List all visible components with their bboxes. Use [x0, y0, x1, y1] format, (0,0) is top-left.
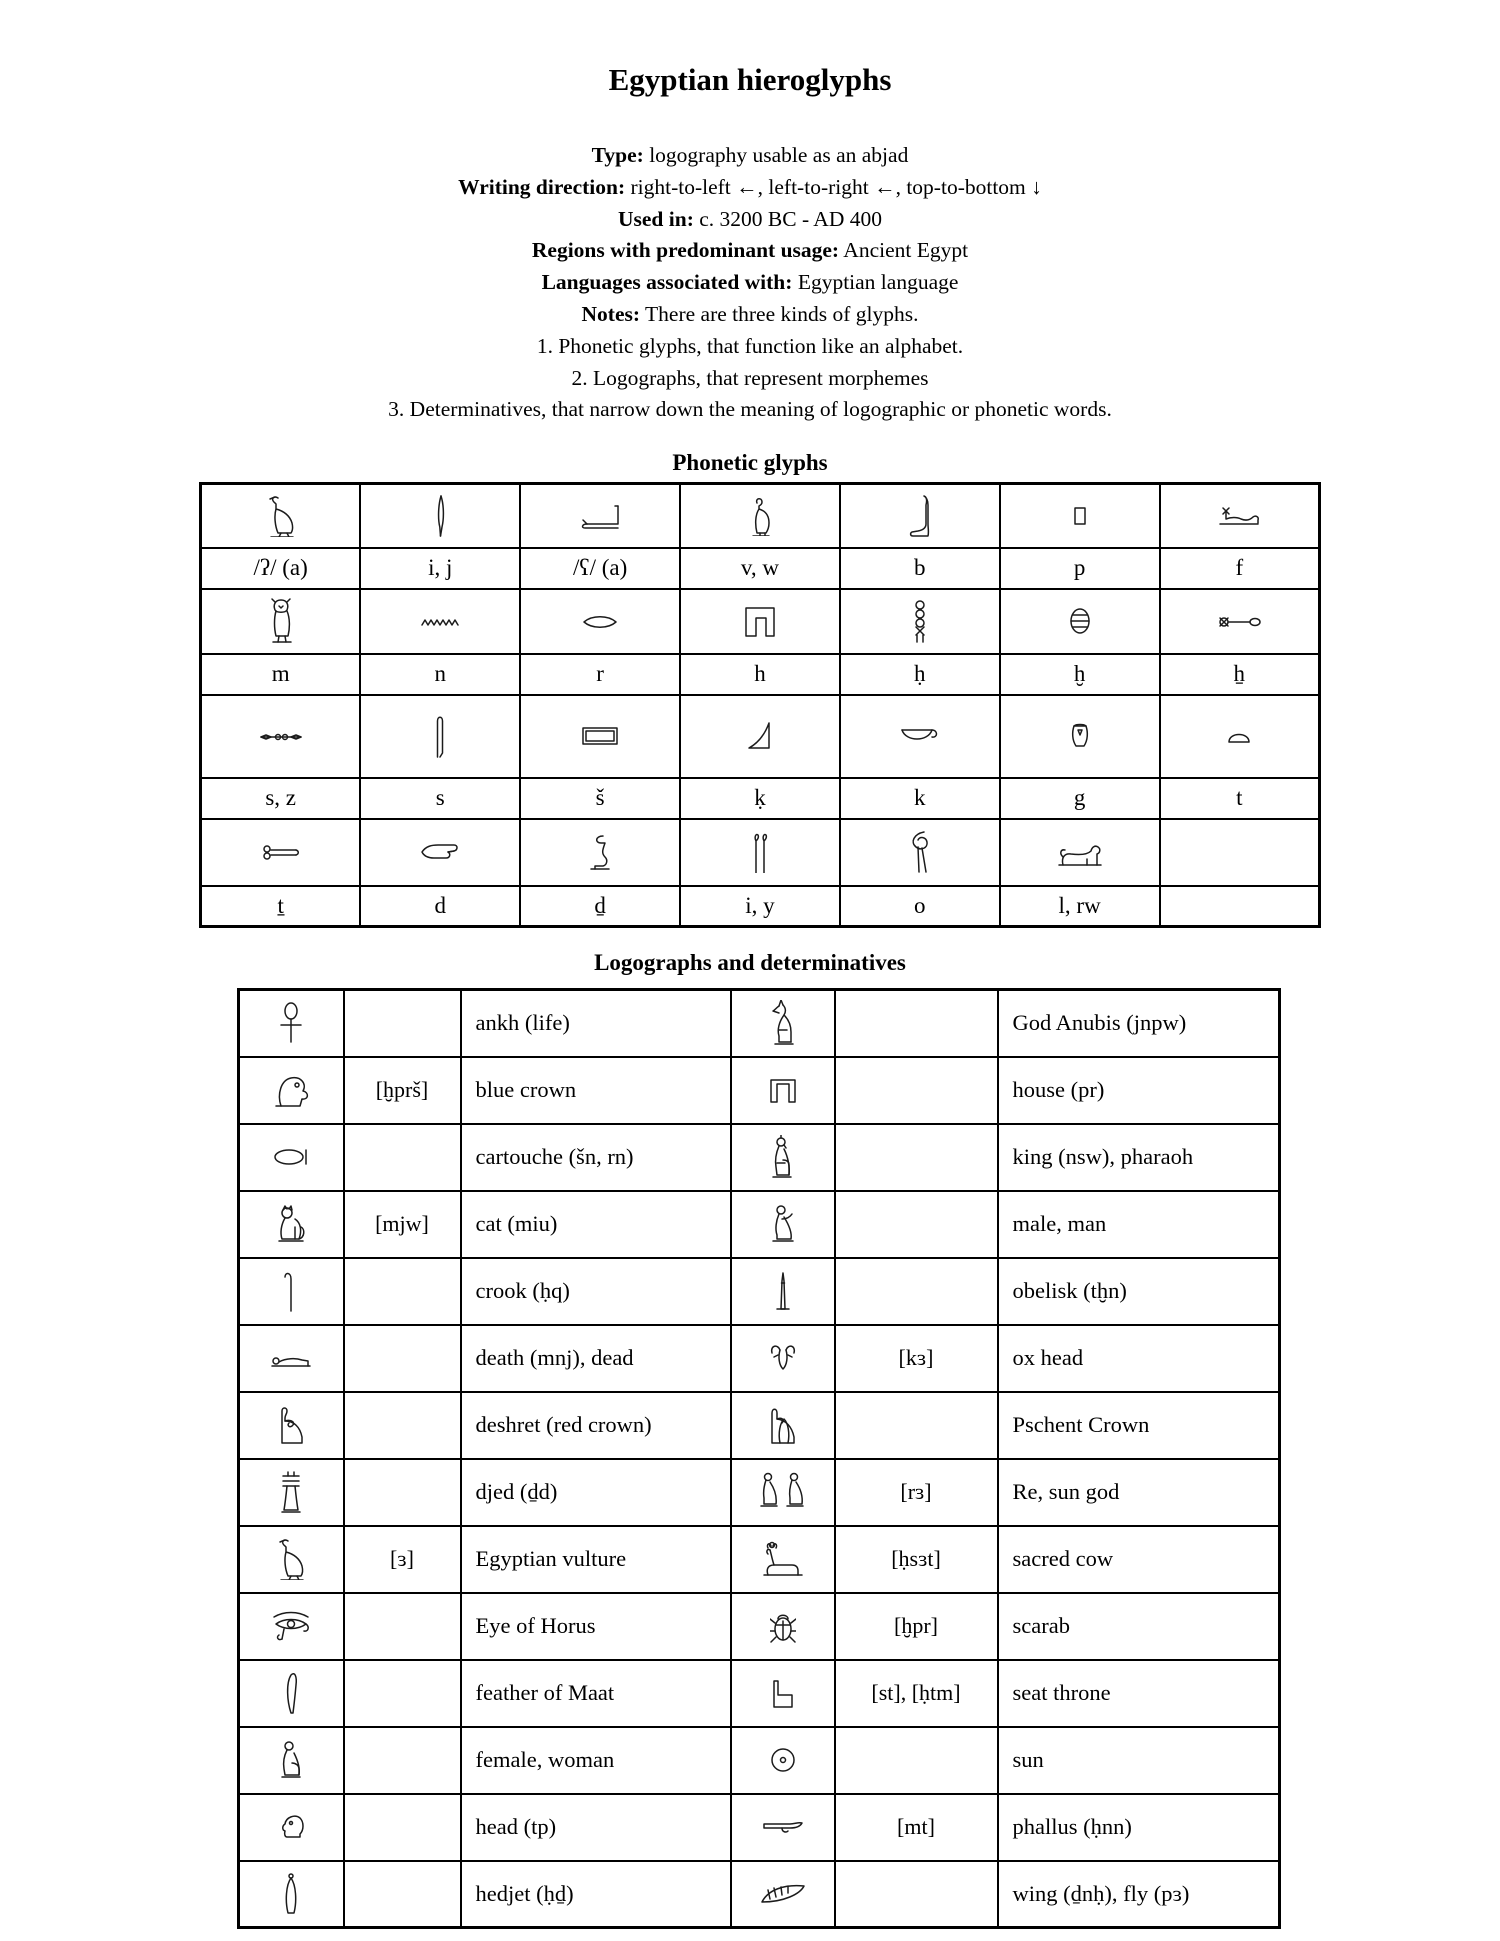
- logographs-table: [237, 988, 1281, 1929]
- logograph-name-cell: head (tp): [461, 1794, 731, 1861]
- hedjet-glyph-icon: [281, 1873, 301, 1915]
- logograph-row: [239, 1392, 1280, 1459]
- feather-glyph-icon: [283, 1671, 299, 1715]
- phonetic-heading: Phonetic glyphs: [672, 450, 828, 476]
- phonetic-glyph-cell: [520, 484, 680, 548]
- phonetic-glyph-cell: [840, 484, 1000, 548]
- sieve-glyph-icon: [1068, 607, 1092, 635]
- info-line-label: Regions with predominant usage:: [531, 238, 840, 263]
- phonetic-glyph-cell: [360, 484, 520, 548]
- transliteration-cell: [ḥsɜt]: [835, 1526, 998, 1593]
- phonetic-label-cell: ẖ: [1160, 654, 1320, 695]
- blue-crown-glyph-icon: [273, 1072, 309, 1108]
- info-line: [0, 331, 1500, 363]
- logograph-name-cell: obelisk (tḫn): [998, 1258, 1280, 1325]
- phonetic-label-cell: k: [840, 778, 1000, 819]
- phonetic-glyph-cell: [1000, 819, 1160, 886]
- ankh-glyph-icon: [280, 1002, 302, 1044]
- logograph-glyph-cell: [731, 1124, 835, 1191]
- door-bolt-glyph-icon: [259, 731, 303, 743]
- logograph-glyph-cell: [239, 990, 344, 1057]
- transliteration-cell: [st], [ḥtm]: [835, 1660, 998, 1727]
- phonetic-label-cell: d: [360, 886, 520, 927]
- phonetic-label-cell: s: [360, 778, 520, 819]
- transliteration-cell: [344, 1258, 461, 1325]
- phonetic-glyph-cell: [680, 589, 840, 654]
- pschent-glyph-icon: [768, 1405, 798, 1445]
- logograph-row: [239, 1325, 1280, 1392]
- phonetic-glyph-cell: [840, 589, 1000, 654]
- phonetic-label-cell: r: [520, 654, 680, 695]
- phonetic-glyph-row: [201, 819, 1320, 886]
- info-line-label: Notes:: [581, 301, 641, 326]
- lasso-glyph-icon: [908, 830, 932, 874]
- transliteration-cell: [344, 1593, 461, 1660]
- logograph-glyph-cell: [239, 1191, 344, 1258]
- phonetic-glyph-cell: [520, 819, 680, 886]
- info-line: [0, 172, 1500, 204]
- transliteration-cell: [ɜ]: [344, 1526, 461, 1593]
- logographs-heading: Logographs and determinatives: [594, 950, 906, 976]
- info-line: [0, 140, 1500, 172]
- phonetic-glyph-row: [201, 589, 1320, 654]
- phonetic-label-cell: s, z: [201, 778, 361, 819]
- phonetic-label-cell: t: [1160, 778, 1320, 819]
- transliteration-cell: [344, 1727, 461, 1794]
- transliteration-cell: [835, 1727, 998, 1794]
- logograph-glyph-cell: [731, 1392, 835, 1459]
- basket-glyph-icon: [900, 726, 940, 746]
- logograph-name-cell: hedjet (ḥḏ): [461, 1861, 731, 1928]
- phonetic-glyph-cell: [201, 589, 361, 654]
- phonetic-glyph-cell: [360, 819, 520, 886]
- transliteration-cell: [ḫprš]: [344, 1057, 461, 1124]
- info-line-text: Ancient Egypt: [839, 238, 969, 263]
- transliteration-cell: [344, 1861, 461, 1928]
- info-line-label: Used in:: [618, 206, 694, 231]
- logograph-row: [239, 990, 1280, 1057]
- phonetic-glyph-cell: [520, 589, 680, 654]
- phonetic-label-cell: š: [520, 778, 680, 819]
- info-line-label: Type:: [591, 143, 644, 167]
- vulture-glyph-icon: [276, 1538, 306, 1580]
- transliteration-cell: [ḫpr]: [835, 1593, 998, 1660]
- phonetic-label-row: [201, 778, 1320, 819]
- info-line: [0, 299, 1500, 331]
- phonetic-glyph-cell: [1160, 484, 1320, 548]
- logograph-row: [239, 1258, 1280, 1325]
- transliteration-cell: [mt]: [835, 1794, 998, 1861]
- ox-head-glyph-icon: [768, 1343, 798, 1373]
- phonetic-glyph-cell: [1000, 695, 1160, 778]
- phonetic-label-cell: g: [1000, 778, 1160, 819]
- logograph-row: [239, 1861, 1280, 1928]
- double-reeds-glyph-icon: [750, 831, 770, 873]
- logograph-glyph-cell: [731, 1459, 835, 1526]
- phonetic-label-cell: p: [1000, 548, 1160, 589]
- phonetic-glyph-cell: [1000, 484, 1160, 548]
- king-glyph-icon: [771, 1135, 795, 1179]
- eye-of-horus-glyph-icon: [270, 1611, 312, 1641]
- two-gods-glyph-icon: [760, 1472, 806, 1512]
- info-line-label: Languages associated with:: [541, 270, 793, 295]
- transliteration-cell: [344, 1325, 461, 1392]
- sacred-cow-glyph-icon: [762, 1541, 804, 1577]
- logograph-glyph-cell: [731, 990, 835, 1057]
- head-glyph-icon: [277, 1812, 305, 1842]
- info-line: [0, 267, 1500, 299]
- logograph-row: [239, 1593, 1280, 1660]
- phonetic-glyph-cell: [201, 695, 361, 778]
- phonetic-label-cell: [1160, 886, 1320, 927]
- logograph-name-cell: ankh (life): [461, 990, 731, 1057]
- logograph-name-cell: God Anubis (jnpw): [998, 990, 1280, 1057]
- seat-glyph-icon: [770, 1677, 796, 1709]
- horned-viper-glyph-icon: [1217, 505, 1261, 527]
- wing-glyph-icon: [760, 1882, 806, 1906]
- logograph-glyph-cell: [731, 1660, 835, 1727]
- bread-loaf-glyph-icon: [1228, 730, 1250, 743]
- phallus-glyph-icon: [762, 1816, 804, 1838]
- logograph-glyph-cell: [239, 1593, 344, 1660]
- logograph-name-cell: ox head: [998, 1325, 1280, 1392]
- logograph-row: [239, 1057, 1280, 1124]
- transliteration-cell: [344, 1459, 461, 1526]
- page-title: Egyptian hieroglyphs: [608, 62, 892, 97]
- transliteration-cell: [835, 1191, 998, 1258]
- transliteration-cell: [344, 990, 461, 1057]
- logograph-name-cell: cat (miu): [461, 1191, 731, 1258]
- forearm-glyph-icon: [577, 503, 623, 529]
- logograph-row: [239, 1459, 1280, 1526]
- phonetic-glyph-cell: [1160, 695, 1320, 778]
- logograph-name-cell: sacred cow: [998, 1526, 1280, 1593]
- transliteration-cell: [kɜ]: [835, 1325, 998, 1392]
- logograph-glyph-cell: [731, 1258, 835, 1325]
- logograph-name-cell: male, man: [998, 1191, 1280, 1258]
- phonetic-glyph-row: [201, 695, 1320, 778]
- quail-chick-glyph-icon: [747, 496, 773, 536]
- logograph-glyph-cell: [731, 1727, 835, 1794]
- logograph-glyph-cell: [239, 1861, 344, 1928]
- logograph-glyph-cell: [731, 1325, 835, 1392]
- info-block: [0, 140, 1500, 426]
- sun-disk-glyph-icon: [770, 1747, 796, 1773]
- foot-glyph-icon: [908, 494, 932, 538]
- phonetic-label-cell: f: [1160, 548, 1320, 589]
- logograph-name-cell: house (pr): [998, 1057, 1280, 1124]
- phonetic-label-cell: ḏ: [520, 886, 680, 927]
- anubis-glyph-icon: [771, 1000, 795, 1046]
- info-line-text: Egyptian language: [792, 270, 959, 295]
- logograph-glyph-cell: [239, 1325, 344, 1392]
- transliteration-cell: [835, 990, 998, 1057]
- logograph-name-cell: female, woman: [461, 1727, 731, 1794]
- info-line-text: right-to-left ←, left-to-right ←, top-to-bottom ↓: [625, 174, 1042, 199]
- logograph-name-cell: death (mnj), dead: [461, 1325, 731, 1392]
- logograph-row: [239, 1727, 1280, 1794]
- phonetic-glyph-cell: [520, 695, 680, 778]
- transliteration-cell: [mjw]: [344, 1191, 461, 1258]
- reed-shelter-glyph-icon: [742, 604, 778, 638]
- logograph-name-cell: scarab: [998, 1593, 1280, 1660]
- phonetic-label-cell: m: [201, 654, 361, 695]
- animal-belly-glyph-icon: [1217, 612, 1261, 630]
- phonetic-glyph-cell: [680, 819, 840, 886]
- logograph-glyph-cell: [239, 1794, 344, 1861]
- obelisk-glyph-icon: [776, 1269, 790, 1313]
- woman-glyph-icon: [279, 1741, 303, 1779]
- phonetic-label-cell: ṯ: [201, 886, 361, 927]
- info-line: [0, 204, 1500, 236]
- phonetic-label-cell: b: [840, 548, 1000, 589]
- scarab-glyph-icon: [770, 1606, 796, 1646]
- info-line-text: c. 3200 BC - AD 400: [693, 206, 882, 231]
- info-line-text: There are three kinds of glyphs.: [640, 301, 919, 326]
- twisted-wick-glyph-icon: [912, 598, 928, 644]
- phonetic-label-cell: i, j: [360, 548, 520, 589]
- phonetic-glyph-cell: [840, 695, 1000, 778]
- vulture-glyph-icon: [266, 495, 296, 537]
- logograph-name-cell: Egyptian vulture: [461, 1526, 731, 1593]
- logograph-row: [239, 1191, 1280, 1258]
- logograph-row: [239, 1526, 1280, 1593]
- info-line: [0, 394, 1500, 426]
- transliteration-cell: [rɜ]: [835, 1459, 998, 1526]
- phonetic-glyph-cell: [1160, 589, 1320, 654]
- logograph-name-cell: cartouche (šn, rn): [461, 1124, 731, 1191]
- phonetic-label-cell: ḫ: [1000, 654, 1160, 695]
- logograph-glyph-cell: [239, 1057, 344, 1124]
- phonetic-glyph-cell: [1160, 819, 1320, 886]
- hill-slope-glyph-icon: [747, 721, 773, 751]
- phonetic-label-cell: n: [360, 654, 520, 695]
- logograph-name-cell: Eye of Horus: [461, 1593, 731, 1660]
- owl-glyph-icon: [267, 598, 295, 644]
- cat-glyph-icon: [275, 1205, 307, 1243]
- folded-cloth-glyph-icon: [434, 713, 446, 759]
- jar-stand-glyph-icon: [1070, 722, 1090, 750]
- phonetic-glyph-cell: [840, 819, 1000, 886]
- stool-glyph-icon: [1073, 506, 1087, 526]
- logograph-glyph-cell: [239, 1660, 344, 1727]
- man-glyph-icon: [769, 1205, 797, 1243]
- logograph-glyph-cell: [731, 1057, 835, 1124]
- lying-man-glyph-icon: [270, 1348, 312, 1368]
- deshret-glyph-icon: [276, 1405, 306, 1445]
- info-line-text: 1. Phonetic glyphs, that function like an alphabet.: [536, 333, 964, 358]
- pool-glyph-icon: [581, 726, 619, 746]
- phonetic-label-cell: /ʔ/ (a): [201, 548, 361, 589]
- phonetic-label-cell: ḳ: [680, 778, 840, 819]
- logograph-name-cell: seat throne: [998, 1660, 1280, 1727]
- transliteration-cell: [344, 1392, 461, 1459]
- phonetic-label-cell: h: [680, 654, 840, 695]
- water-ripple-glyph-icon: [420, 616, 460, 628]
- logograph-row: [239, 1124, 1280, 1191]
- info-line-label: Writing direction:: [458, 174, 626, 199]
- phonetic-glyph-cell: [680, 484, 840, 548]
- logograph-name-cell: Pschent Crown: [998, 1392, 1280, 1459]
- phonetic-glyph-cell: [360, 695, 520, 778]
- cobra-glyph-icon: [587, 833, 613, 871]
- transliteration-cell: [835, 1392, 998, 1459]
- tethering-rope-glyph-icon: [261, 843, 301, 861]
- phonetic-glyph-cell: [680, 695, 840, 778]
- phonetic-glyphs-table: [199, 482, 1321, 928]
- phonetic-label-row: [201, 654, 1320, 695]
- logograph-glyph-cell: [731, 1794, 835, 1861]
- phonetic-label-cell: o: [840, 886, 1000, 927]
- logograph-glyph-cell: [731, 1191, 835, 1258]
- info-line-text: 2. Logographs, that represent morphemes: [571, 365, 929, 390]
- phonetic-label-cell: /ʕ/ (a): [520, 548, 680, 589]
- logograph-name-cell: crook (ḥq): [461, 1258, 731, 1325]
- reed-leaf-glyph-icon: [434, 494, 446, 538]
- cartouche-glyph-icon: [273, 1148, 309, 1166]
- transliteration-cell: [835, 1258, 998, 1325]
- phonetic-glyph-cell: [201, 484, 361, 548]
- info-line-text: 3. Determinatives, that narrow down the meaning of logographic or phonetic words.: [388, 397, 1112, 422]
- phonetic-label-cell: i, y: [680, 886, 840, 927]
- logograph-name-cell: phallus (ḥnn): [998, 1794, 1280, 1861]
- crook-glyph-icon: [283, 1269, 299, 1313]
- logograph-name-cell: deshret (red crown): [461, 1392, 731, 1459]
- info-line: [0, 363, 1500, 395]
- transliteration-cell: [835, 1057, 998, 1124]
- transliteration-cell: [835, 1124, 998, 1191]
- phonetic-label-cell: v, w: [680, 548, 840, 589]
- lion-glyph-icon: [1057, 837, 1103, 867]
- transliteration-cell: [344, 1660, 461, 1727]
- phonetic-glyph-cell: [201, 819, 361, 886]
- logograph-glyph-cell: [239, 1392, 344, 1459]
- logograph-glyph-cell: [239, 1459, 344, 1526]
- logograph-name-cell: king (nsw), pharaoh: [998, 1124, 1280, 1191]
- info-line-text: logography usable as an abjad: [643, 143, 909, 167]
- logograph-glyph-cell: [731, 1593, 835, 1660]
- transliteration-cell: [344, 1124, 461, 1191]
- phonetic-glyph-cell: [360, 589, 520, 654]
- info-line: [0, 235, 1500, 267]
- phonetic-glyph-cell: [1000, 589, 1160, 654]
- logograph-glyph-cell: [731, 1861, 835, 1928]
- logograph-name-cell: feather of Maat: [461, 1660, 731, 1727]
- logograph-glyph-cell: [239, 1258, 344, 1325]
- logograph-name-cell: wing (ḏnḥ), fly (pɜ): [998, 1861, 1280, 1928]
- logograph-glyph-cell: [731, 1526, 835, 1593]
- logograph-glyph-cell: [239, 1526, 344, 1593]
- phonetic-label-cell: l, rw: [1000, 886, 1160, 927]
- transliteration-cell: [344, 1794, 461, 1861]
- hand-glyph-icon: [420, 841, 460, 863]
- phonetic-label-row: [201, 548, 1320, 589]
- logograph-name-cell: sun: [998, 1727, 1280, 1794]
- logograph-name-cell: blue crown: [461, 1057, 731, 1124]
- logograph-name-cell: djed (ḏd): [461, 1459, 731, 1526]
- house-glyph-icon: [767, 1076, 799, 1104]
- mouth-glyph-icon: [582, 615, 618, 629]
- transliteration-cell: [835, 1861, 998, 1928]
- logograph-glyph-cell: [239, 1727, 344, 1794]
- phonetic-label-cell: ḥ: [840, 654, 1000, 695]
- logograph-name-cell: Re, sun god: [998, 1459, 1280, 1526]
- djed-glyph-icon: [280, 1470, 302, 1514]
- phonetic-glyph-row: [201, 484, 1320, 548]
- logograph-glyph-cell: [239, 1124, 344, 1191]
- phonetic-label-row: [201, 886, 1320, 927]
- logograph-row: [239, 1794, 1280, 1861]
- logograph-row: [239, 1660, 1280, 1727]
